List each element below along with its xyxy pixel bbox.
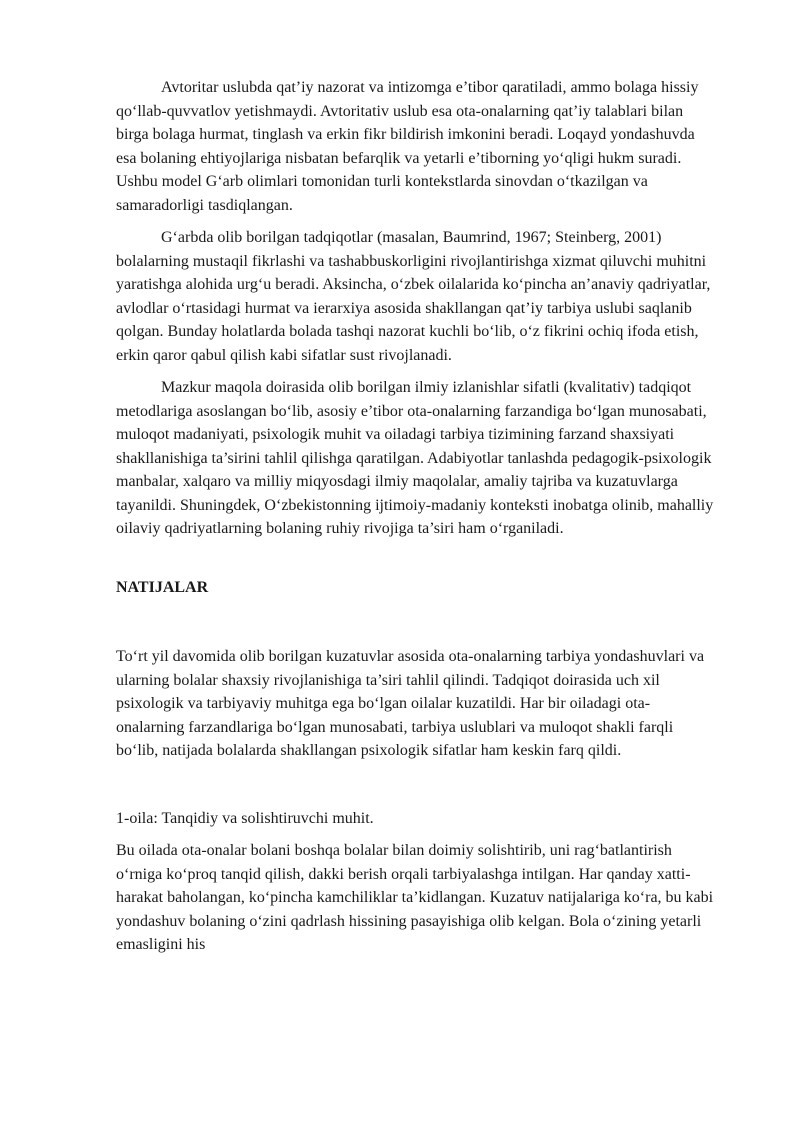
document-body xyxy=(116,76,716,957)
paragraph-family-1-title: 1-oila: Tanqidiy va solishtiruvchi muhit. xyxy=(116,809,374,827)
section-heading-results: NATIJALAR xyxy=(116,578,209,596)
paragraph-family-1-body: Bu oilada ota-onalar bolani boshqa bolalar bilan doimiy solishtirib, uni rag‘batlantirish o‘rniga ko‘proq tanqid qilish, dakki berish orqali tarbiyalashga intilgan. Har qanday xatti-harakat baholangan, ko‘pincha kamchiliklar ta’kidlangan. Kuzatuv natijalariga ko‘ra, bu kabi yondashuv bolaning o‘zini qadrlash hissining pasayishiga olib kelgan. Bola o‘zining yetarli emasligini his xyxy=(116,842,714,953)
paragraph-methodology: Mazkur maqola doirasida olib borilgan ilmiy izlanishlar sifatli (kvalitativ) tadqiqot metodlariga asoslangan bo‘lib, asosiy e’tibor ota-onalarning farzandiga bo‘lgan munosabati, muloqot madaniyati, psixologik muhit va oiladagi tarbiya tizimining farzand shaxsiyati shakllanishiga ta’sirini tahlil qilishga qaratilgan. Adabiyotlar tanlashda pedagogik-psixologik manbalar, xalqaro va milliy miqyosdagi ilmiy maqolalar, amaliy tajriba va kuzatuvlarga tayanildi. Shuningdek, O‘zbekistonning ijtimoiy-madaniy konteksti inobatga olinib, mahalliy oilaviy qadriyatlarning bolaning ruhiy rivojiga ta’siri ham o‘rganiladi. xyxy=(116,379,714,537)
paragraph-western-research: G‘arbda olib borilgan tadqiqotlar (masalan, Baumrind, 1967; Steinberg, 2001) bolalarning mustaqil fikrlashi va tashabbuskorligini rivojlantirishga xizmat qiluvchi muhitni yaratishga alohida urg‘u beradi. Aksincha, o‘zbek oilalarida ko‘pincha an’anaviy qadriyatlar, avlodlar o‘rtasidagi hurmat va ierarxiya asosida shakllangan qat’iy tarbiya uslubi saqlanib qolgan. Bunday holatlarda bolada tashqi nazorat kuchli bo‘lib, o‘z fikrini ochiq ifoda etish, erkin qaror qabul qilish kabi sifatlar sust rivojlanadi. xyxy=(116,229,711,364)
paragraph-parenting-styles: Avtoritar uslubda qat’iy nazorat va intizomga e’tibor qaratiladi, ammo bolaga hissiy qo‘llab-quvvatlov yetishmaydi. Avtoritativ uslub esa ota-onalarning qat’iy talablari bilan birga bolaga hurmat, tinglash va erkin fikr bildirish imkonini beradi. Loqayd yondashuvda esa bolaning ehtiyojlariga nisbatan befarqlik va yetarli e’tiborning yo‘qligi hukm suradi. Ushbu model G‘arb olimlari tomonidan turli kontekstlarda sinovdan o‘tkazilgan va samaradorligi tasdiqlangan. xyxy=(116,79,699,214)
paragraph-results-intro: To‘rt yil davomida olib borilgan kuzatuvlar asosida ota-onalarning tarbiya yondashuvlari va ularning bolalar shaxsiy rivojlanishiga ta’siri tahlil qilindi. Tadqiqot doirasida uch xil psixologik va tarbiyaviy muhitga ega bo‘lgan oilalar kuzatildi. Har bir oiladagi ota-onalarning farzandlariga bo‘lgan munosabati, tarbiya uslublari va muloqot shakli farqli bo‘lib, natijada bolalarda shakllangan psixologik sifatlar ham keskin farq qildi. xyxy=(116,648,705,759)
